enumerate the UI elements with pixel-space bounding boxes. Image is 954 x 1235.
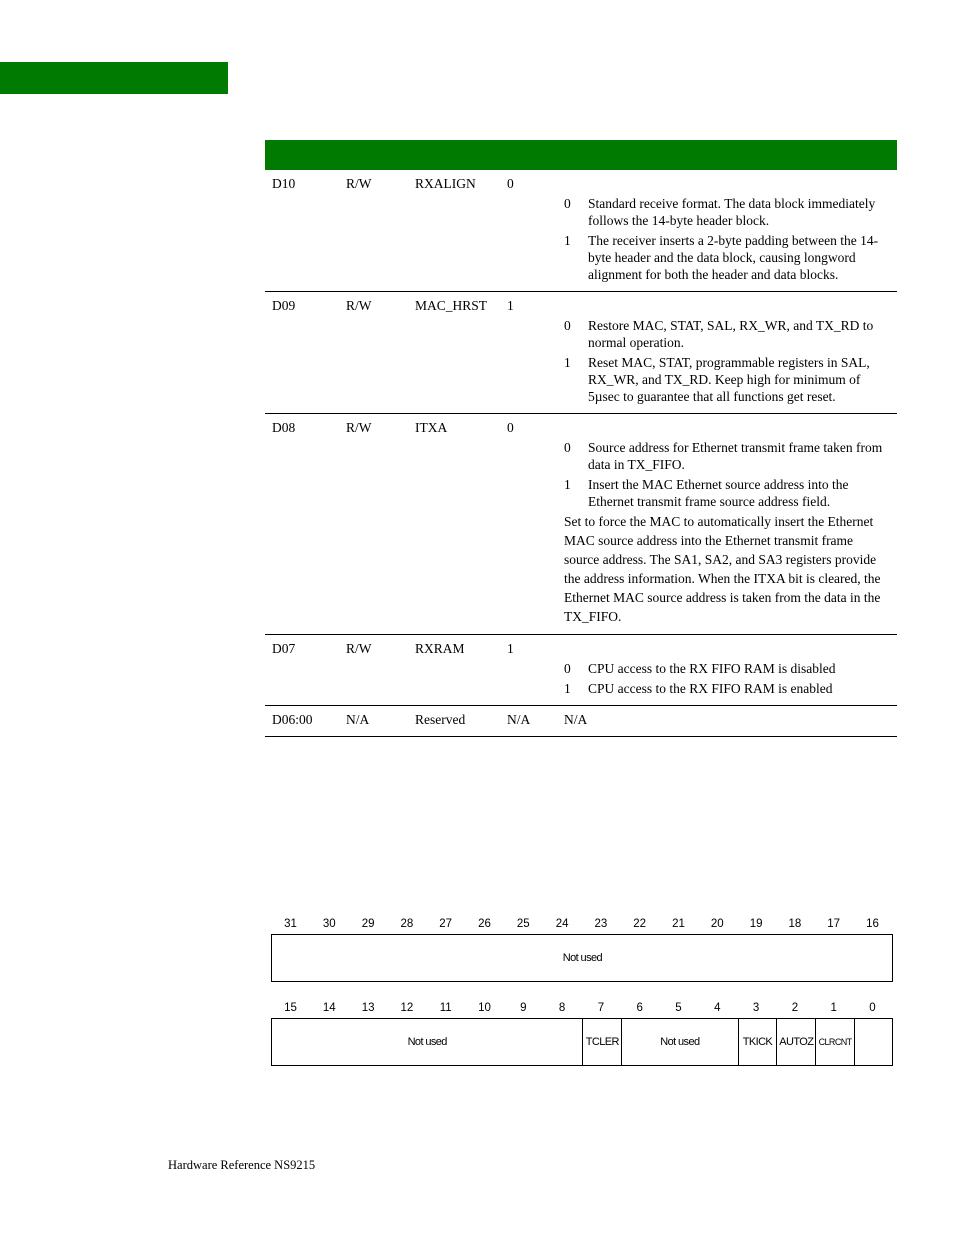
bits-cell: D07 [272, 641, 296, 656]
description-note [564, 512, 889, 626]
option-text-line: The receiver inserts a 2-byte padding between the 14- [588, 233, 879, 248]
table-row [265, 414, 897, 635]
access-cell: R/W [346, 641, 372, 656]
bit-number: 0 [869, 1002, 876, 1014]
option-value: 1 [564, 233, 571, 248]
description-spacer [564, 640, 889, 657]
bits-cell: D09 [272, 298, 296, 313]
section-tab-bar [0, 62, 228, 94]
access-cell: R/W [346, 298, 372, 313]
bit-number: 21 [672, 918, 685, 930]
option-value: 0 [564, 661, 571, 676]
option-item [564, 476, 889, 510]
bit-number: 19 [749, 918, 763, 930]
access-cell: R/W [346, 420, 372, 435]
bit-field: Not used [407, 1036, 447, 1048]
option-text-line: follows the 14-byte header block. [588, 213, 770, 228]
option-text-line: data in TX_FIFO. [588, 457, 685, 472]
access-cell: R/W [346, 176, 372, 191]
option-text-line: alignment for both the header and data blocks. [588, 267, 839, 282]
option-item [564, 680, 889, 697]
option-text-line: normal operation. [588, 335, 684, 350]
note-line: Set to force the MAC to automatically insert the Ethernet [564, 514, 874, 529]
option-text [588, 354, 889, 405]
bits-cell: D06:00 [272, 712, 313, 727]
option-text-line: CPU access to the RX FIFO RAM is enabled [588, 681, 833, 696]
option-text-line: byte header and the data block, causing longword [588, 250, 856, 265]
note-line: TX_FIFO. [564, 609, 622, 624]
bit-number: 28 [400, 918, 414, 930]
register-table [265, 170, 897, 737]
option-value: 1 [564, 355, 571, 370]
mnemonic-cell: ITXA [415, 420, 448, 435]
mnemonic-cell: RXRAM [415, 641, 465, 656]
bit-number: 6 [636, 1002, 643, 1014]
mnemonic-cell: Reserved [415, 712, 466, 727]
table-row [265, 706, 897, 737]
upper-register-box [271, 934, 893, 982]
bit-number: 8 [558, 1002, 566, 1014]
bit-number: 27 [439, 918, 453, 930]
table-row [265, 292, 897, 414]
option-text-line: Source address for Ethernet transmit frame taken from [588, 440, 883, 455]
bit-field: TCLER [582, 1019, 621, 1065]
mnemonic-cell: MAC_HRST [415, 298, 488, 313]
note-line: the address information. When the ITXA bit is cleared, the [564, 571, 881, 586]
note-line: MAC source address into the Ethernet transmit frame [564, 533, 854, 548]
description-spacer [564, 175, 889, 192]
bit-number: 22 [633, 918, 647, 930]
description-spacer [564, 419, 889, 436]
bit-field: AUTOZ [776, 1019, 815, 1065]
option-text [588, 195, 889, 229]
bit-number: 4 [714, 1002, 721, 1014]
description-cell [564, 419, 897, 626]
option-text-line: Insert the MAC Ethernet source address into the [588, 477, 849, 492]
reset-cell: N/A [507, 712, 531, 727]
description-cell [564, 640, 897, 697]
option-item [564, 660, 889, 677]
bits-cell: D08 [272, 420, 296, 435]
bit-number: 14 [322, 1002, 336, 1014]
option-value: 1 [564, 477, 571, 492]
bit-number: 18 [788, 918, 802, 930]
bit-number: 3 [752, 1002, 760, 1014]
upper-bit-numbers [271, 916, 893, 934]
option-text [588, 439, 889, 473]
option-text [588, 232, 889, 283]
option-text-line: CPU access to the RX FIFO RAM is disabled [588, 661, 836, 676]
bit-number: 24 [555, 918, 569, 930]
description-cell [564, 711, 897, 728]
bit-field: Not used [621, 1019, 737, 1065]
option-text-line: Ethernet transmit frame source address field. [588, 494, 831, 509]
bit-number: 9 [520, 1002, 527, 1014]
bit-number: 20 [710, 918, 724, 930]
bit-number: 7 [597, 1002, 605, 1014]
table-header-bar [265, 140, 897, 170]
option-text-line: 5µsec to guarantee that all functions get reset. [588, 389, 836, 404]
option-text-line: RX_WR, and TX_RD. Keep high for minimum of [588, 372, 861, 387]
option-value: 0 [564, 318, 571, 333]
option-item [564, 354, 889, 405]
bit-number: 30 [322, 918, 336, 930]
bit-number: 2 [791, 1002, 799, 1014]
bit-number: 12 [400, 1002, 414, 1014]
bit-number: 5 [675, 1002, 682, 1014]
mnemonic-cell: RXALIGN [415, 176, 476, 191]
reset-cell: 0 [507, 176, 514, 191]
option-item [564, 232, 889, 283]
page-footer: Hardware Reference NS9215 [168, 1158, 316, 1172]
reset-cell: 1 [507, 298, 514, 313]
option-text [588, 476, 889, 510]
note-line: source address. The SA1, SA2, and SA3 registers provide [564, 552, 877, 567]
option-text [588, 317, 889, 351]
option-item [564, 195, 889, 229]
bit-number: 23 [594, 918, 608, 930]
bit-number: 26 [478, 918, 491, 930]
bit-number: 13 [361, 1002, 375, 1014]
lower-register-box [271, 1018, 893, 1066]
bits-cell: D10 [272, 176, 296, 191]
reset-cell: 0 [507, 420, 514, 435]
option-value: 1 [564, 681, 571, 696]
bit-number: 11 [439, 1002, 452, 1014]
description-spacer [564, 297, 889, 314]
bit-number: 31 [284, 918, 297, 930]
option-value: 0 [564, 440, 571, 455]
option-value: 0 [564, 196, 571, 211]
description-cell [564, 297, 897, 405]
bit-number: 17 [827, 918, 841, 930]
option-text [588, 660, 889, 677]
bit-field: CLRCNT [815, 1019, 854, 1065]
bit-number: 29 [361, 918, 375, 930]
bit-number: 15 [284, 1002, 297, 1014]
option-text [588, 680, 889, 697]
reset-cell: 1 [507, 641, 514, 656]
bit-number: 25 [516, 918, 530, 930]
note-line: Ethernet MAC source address is taken from the data in the [564, 590, 881, 605]
description-cell [564, 175, 897, 283]
option-text-line: Reset MAC, STAT, programmable registers in SAL, [588, 355, 870, 370]
bit-number: 1 [830, 1002, 837, 1014]
register-bit-diagram [271, 916, 893, 1066]
option-item [564, 439, 889, 473]
access-cell: N/A [346, 712, 370, 727]
bit-number: 10 [478, 1002, 491, 1014]
bit-number: 16 [866, 918, 879, 930]
option-text-line: Standard receive format. The data block immediately [588, 196, 876, 211]
option-text-line: Restore MAC, STAT, SAL, RX_WR, and TX_RD to [588, 318, 874, 333]
lower-bit-numbers [271, 1000, 893, 1018]
option-item [564, 317, 889, 351]
bit-field: TKICK [738, 1019, 777, 1065]
bit-field [854, 1019, 893, 1065]
table-row [265, 170, 897, 292]
bit-field: Not used [562, 952, 603, 964]
table-row [265, 635, 897, 706]
description-text: N/A [564, 712, 588, 727]
